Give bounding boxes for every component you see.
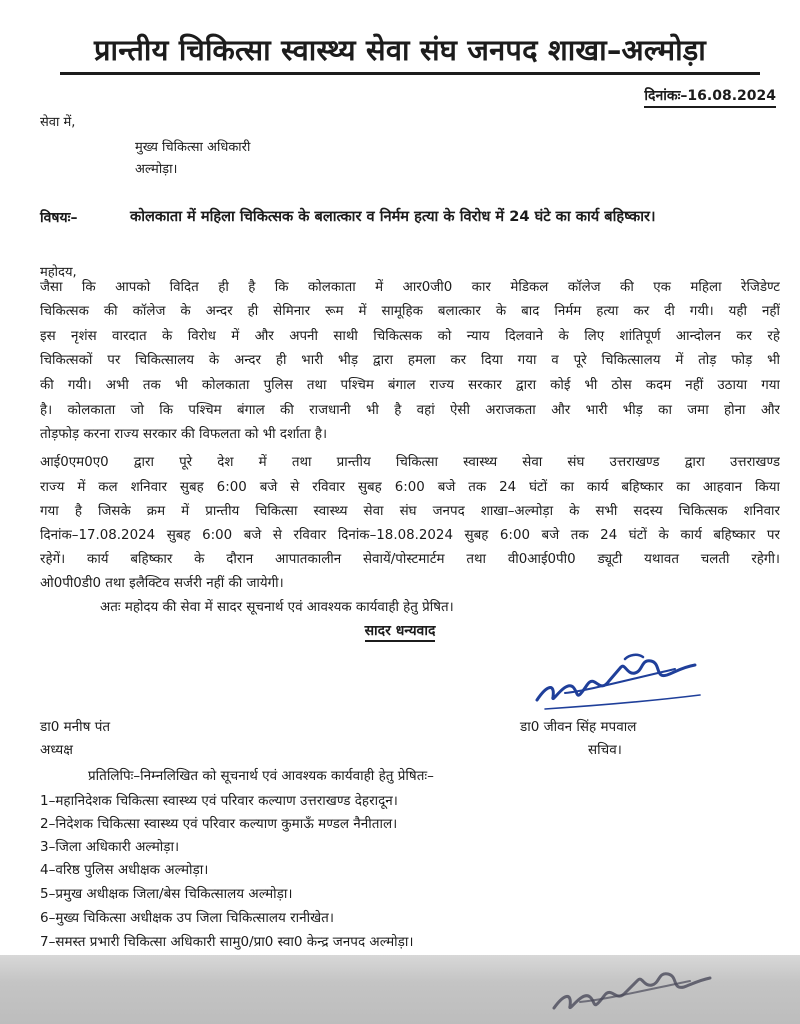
body-line: आई0एम0ए0 द्वारा पूरे देश में तथा प्रान्तीय चिकित्सा स्वास्थ्य सेवा संघ उत्तराखण्ड द्वारा उत्तराखण्ड [40,455,780,470]
left-signatory-title: अध्यक्ष [40,742,73,758]
subject-text: कोलकाता में महिला चिकित्सक के बलात्कार व निर्मम हत्या के विरोध में 24 घंटे का कार्य बहिष्कार। [130,208,656,225]
to-label: सेवा में, [40,115,76,130]
copy-to-item: 4–वरिष्ठ पुलिस अधीक्षक अल्मोड़ा। [40,862,209,878]
copy-to-heading: प्रतिलिपिः–निम्नलिखित को सूचनार्थ एवं आवश्यक कार्यवाही हेतु प्रेषितः– [88,768,434,784]
copy-to-item: 2–निदेशक चिकित्सा स्वास्थ्य एवं परिवार कल्याण कुमाऊँ मण्डल नैनीताल। [40,816,398,832]
right-signatory-name: डा0 जीवन सिंह मपवाल [520,719,637,735]
body-line: गया है जिसके क्रम में प्रान्तीय चिकित्सा स्वास्थ्य सेवा संघ जनपद शाखा–अल्मोड़ा के सभी सदस्य चिकित्सक शनिवार [40,504,780,519]
body-line: चिकित्सकों पर चिकित्सालय के अन्दर ही भारी भीड़ द्वारा हमला कर दिया गया व पूरे चिकित्सालय में तोड़ फोड़ भी [40,353,780,368]
copy-to-item: 6–मुख्य चिकित्सा अधीक्षक उप जिला चिकित्सालय रानीखेत। [40,910,334,926]
body-line: चिकित्सक की कॉलेज के अन्दर ही सेमिनार रूम में सामूहिक बलात्कार के बाद निर्मम हत्या कर दी गयी। यही नहीं [40,304,780,319]
salutation: महोदय, [40,265,77,280]
body-line: इस नृशंस वारदात के विरोध में और अपनी साथी चिकित्सक को न्याय दिलवाने के लिए शांतिपूर्ण आन्दोलन कर रहे [40,329,780,344]
copy-to-item: 5–प्रमुख अधीक्षक जिला/बेस चिकित्सालय अल्मोड़ा। [40,886,293,902]
copy-to-item: 3–जिला अधिकारी अल्मोड़ा। [40,839,180,855]
body-line: की गयी। अभी तक भी कोलकाता पुलिस तथा पश्चिम बंगाल राज्य सरकार द्वारा कोई भी ठोस कदम नहीं उठाया गया [40,378,780,393]
body-line: ओ0पी0डी0 तथा इलैक्टिव सर्जरी नहीं की जायेगी। [40,576,284,591]
title-underline [60,72,760,75]
right-signatory-title: सचिव। [588,742,622,758]
body-line: अतः महोदय की सेवा में सादर सूचनार्थ एवं आवश्यक कार्यवाही हेतु प्रेषित। [100,600,454,615]
body-line: रहेगें। कार्य बहिष्कार के दौरान आपातकालीन सेवायें/पोस्टमार्टम तथा वी0आई0पी0 ड्यूटी यथावत चलती रहेगी। [40,552,780,567]
body-line: तोड़फोड़ करना राज्य सरकार की विफलता को भी दर्शाता है। [40,427,328,442]
body-line: दिनांक–17.08.2024 सुबह 6:00 बजे से रविवार दिनांक–18.08.2024 सुबह 6:00 बजे तक 24 घंटों के कार्य बहिष्कार पर [40,528,780,543]
body-line: राज्य में कल शनिवार सुबह 6:00 बजे से रविवार सुबह 6:00 बजे तक 24 घंटों का कार्य बहिष्कार का आहवान किया [40,480,780,495]
left-signatory-name: डा0 मनीष पंत [40,719,111,735]
signature-image [525,645,715,715]
signature-echo-image [540,960,720,1020]
copy-to-item: 1–महानिदेशक चिकित्सा स्वास्थ्य एवं परिवार कल्याण उत्तराखण्ड देहरादून। [40,793,398,809]
body-line: जैसा कि आपको विदित ही है कि कोलकाता में आर0जी0 कार मेडिकल कॉलेज की एक महिला रेजिडेण्ट [40,280,780,295]
letter-date: दिनांकः–16.08.2024 [644,86,776,108]
body-line: है। कोलकाता जो कि पश्चिम बंगाल की राजधानी भी है वहां ऐसी अराजकता और भारी भीड़ का जमा होना और [40,403,780,418]
copy-to-item: 7–समस्त प्रभारी चिकित्सा अधिकारी सामु0/प्रा0 स्वा0 केन्द्र जनपद अल्मोड़ा। [40,934,414,950]
subject-label: विषयः– [40,210,78,226]
closing-thanks: सादर धन्यवाद [0,621,800,640]
letterhead-title: प्रान्तीय चिकित्सा स्वास्थ्य सेवा संघ जनपद शाखा–अल्मोड़ा [93,33,707,67]
recipient-place: अल्मोड़ा। [135,162,178,177]
recipient-name: मुख्य चिकित्सा अधिकारी [135,140,251,155]
